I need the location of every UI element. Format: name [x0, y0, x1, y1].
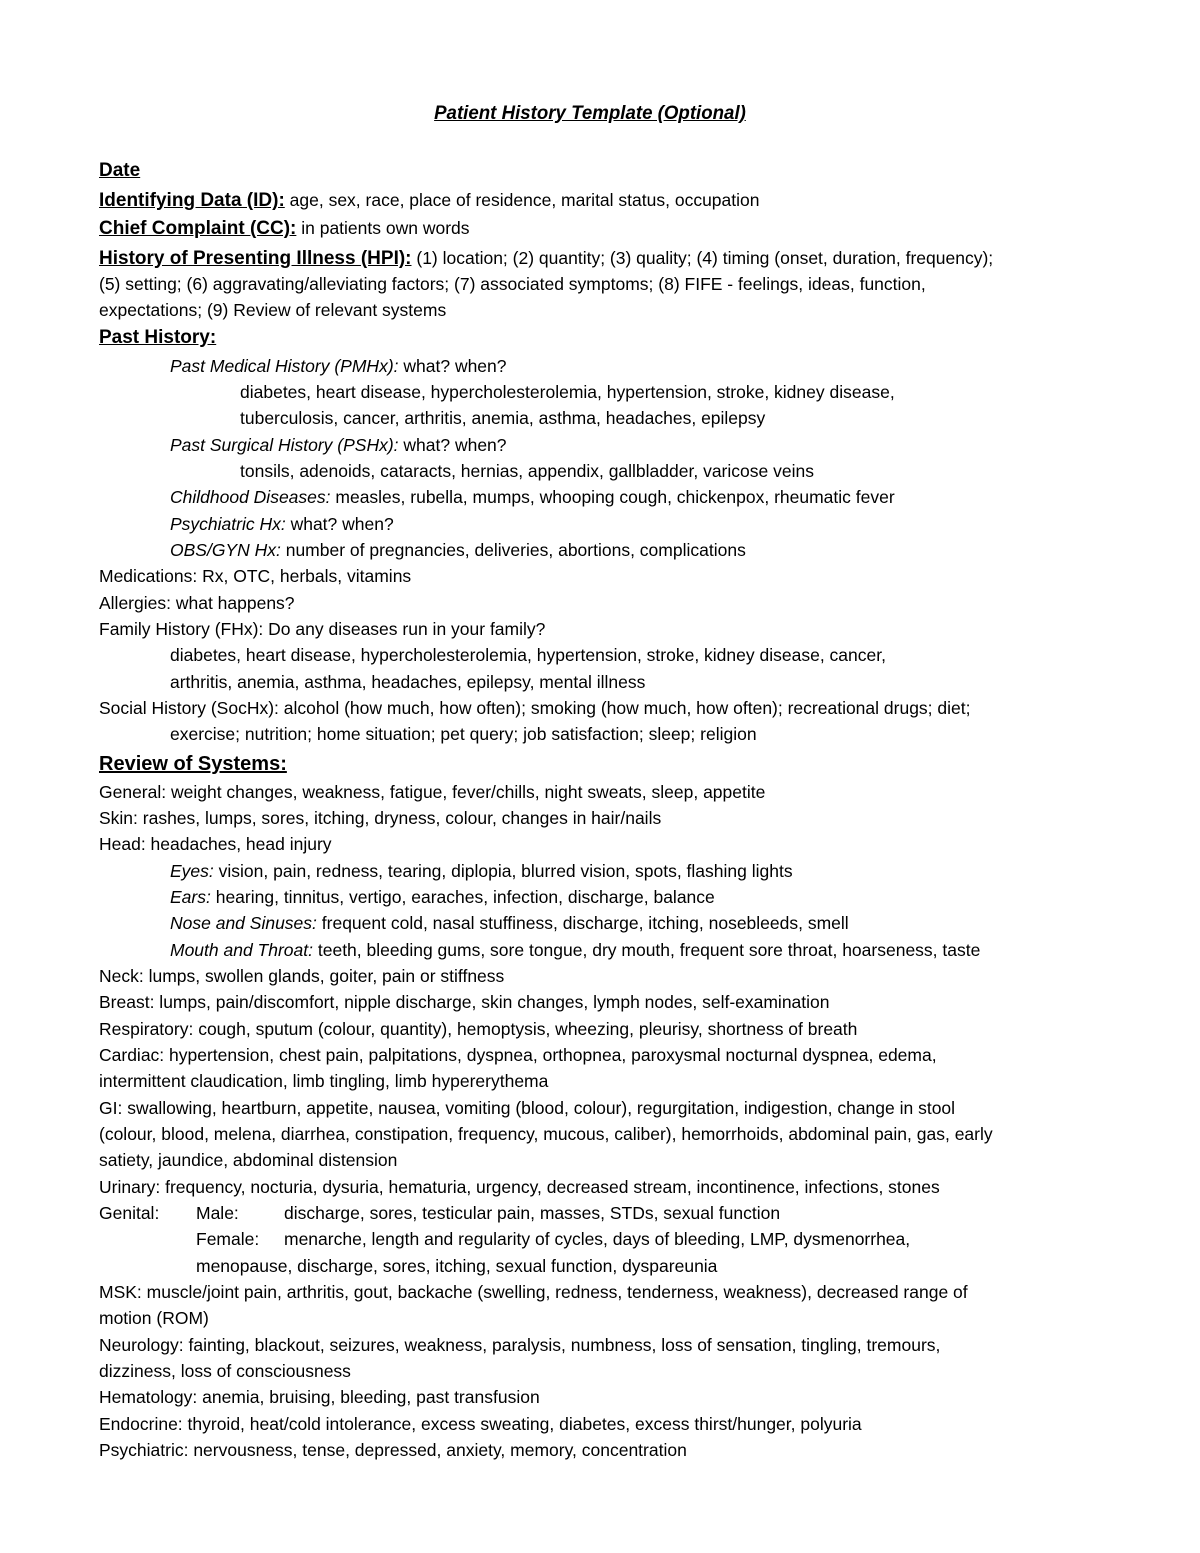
ros-female-text-1: menarche, length and regularity of cycles, days of bleeding, LMP, dysmenorrhea,: [284, 1229, 911, 1249]
chief-complaint-text: in patients own words: [296, 218, 470, 238]
pshx-list: tonsils, adenoids, cataracts, hernias, appendix, gallbladder, varicose veins: [240, 461, 814, 481]
hpi-line-3: expectations; (9) Review of relevant systems: [99, 300, 447, 320]
pmhx-line: [170, 355, 507, 377]
ros-gi-2: (colour, blood, melena, diarrhea, constipation, frequency, mucous, caliber), hemorrhoids, abdominal pain, gas, early: [99, 1124, 993, 1144]
pmhx-list-2: tuberculosis, cancer, arthritis, anemia, asthma, headaches, epilepsy: [240, 408, 766, 428]
chief-complaint-line: [99, 217, 470, 240]
ros-eyes-text: vision, pain, redness, tearing, diplopia, blurred vision, spots, flashing lights: [213, 861, 793, 881]
ros-neck: Neck: lumps, swollen glands, goiter, pain or stiffness: [99, 966, 505, 986]
ros-eyes-label: Eyes:: [170, 861, 214, 881]
chief-complaint-heading: Chief Complaint (CC):: [99, 218, 297, 239]
review-of-systems-heading: Review of Systems:: [99, 753, 287, 775]
ros-mouth-text: teeth, bleeding gums, sore tongue, dry mouth, frequent sore throat, hoarseness, taste: [313, 940, 981, 960]
ros-skin: Skin: rashes, lumps, sores, itching, dryness, colour, changes in hair/nails: [99, 808, 662, 828]
past-history-heading: Past History:: [99, 327, 217, 348]
ros-eyes: [170, 860, 793, 882]
ros-head: Head: headaches, head injury: [99, 834, 332, 854]
social-history-line-2: exercise; nutrition; home situation; pet query; job satisfaction; sleep; religion: [170, 724, 757, 744]
ros-mouth-label: Mouth and Throat:: [170, 940, 313, 960]
identifying-data-heading: Identifying Data (ID):: [99, 190, 285, 211]
hpi-heading: History of Presenting Illness (HPI):: [99, 248, 412, 269]
ros-neurology-2: dizziness, loss of consciousness: [99, 1361, 351, 1381]
pshx-text: what? when?: [398, 435, 507, 455]
pmhx-text: what? when?: [398, 356, 507, 376]
obs-gyn-text: number of pregnancies, deliveries, abortions, complications: [280, 540, 746, 560]
ros-msk-2: motion (ROM): [99, 1308, 209, 1328]
childhood-diseases-text: measles, rubella, mumps, whooping cough, chickenpox, rheumatic fever: [330, 487, 895, 507]
ros-psychiatric: Psychiatric: nervousness, tense, depressed, anxiety, memory, concentration: [99, 1440, 687, 1460]
ros-breast: Breast: lumps, pain/discomfort, nipple discharge, skin changes, lymph nodes, self-examination: [99, 992, 830, 1012]
ros-cardiac-2: intermittent claudication, limb tingling, limb hypererythema: [99, 1071, 549, 1091]
ros-nose-text: frequent cold, nasal stuffiness, discharge, itching, nosebleeds, smell: [316, 913, 849, 933]
pmhx-list-1: diabetes, heart disease, hypercholesterolemia, hypertension, stroke, kidney disease,: [240, 382, 895, 402]
ros-ears-label: Ears:: [170, 887, 211, 907]
ros-female-label: Female:: [196, 1229, 260, 1249]
identifying-data-line: [99, 189, 759, 212]
childhood-diseases-label: Childhood Diseases:: [170, 487, 331, 507]
ros-cardiac-1: Cardiac: hypertension, chest pain, palpitations, dyspnea, orthopnea, paroxysmal nocturnal dyspnea, edema,: [99, 1045, 937, 1065]
ros-gi-1: GI: swallowing, heartburn, appetite, nausea, vomiting (blood, colour), regurgitation, indigestion, change in stool: [99, 1098, 956, 1118]
family-history-line: Family History (FHx): Do any diseases run in your family?: [99, 619, 546, 639]
ros-respiratory: Respiratory: cough, sputum (colour, quantity), hemoptysis, wheezing, pleurisy, shortness of breath: [99, 1019, 858, 1039]
ros-urinary: Urinary: frequency, nocturia, dysuria, hematuria, urgency, decreased stream, incontinence, infections, stones: [99, 1177, 940, 1197]
ros-endocrine: Endocrine: thyroid, heat/cold intolerance, excess sweating, diabetes, excess thirst/hunger, polyuria: [99, 1414, 862, 1434]
social-history-line-1: Social History (SocHx): alcohol (how much, how often); smoking (how much, how often); recreational drugs; diet;: [99, 698, 971, 718]
ros-gi-3: satiety, jaundice, abdominal distension: [99, 1150, 398, 1170]
pshx-line: [170, 434, 507, 456]
ros-genital-label: Genital:: [99, 1203, 160, 1223]
family-history-list-2: arthritis, anemia, asthma, headaches, epilepsy, mental illness: [170, 672, 646, 692]
ros-male-label: Male:: [196, 1203, 239, 1223]
psychiatric-hx-line: [170, 513, 394, 535]
hpi-line-2: (5) setting; (6) aggravating/alleviating factors; (7) associated symptoms; (8) FIFE - feelings, ideas, function,: [99, 274, 926, 294]
hpi-line-1: [99, 247, 993, 270]
pmhx-label: Past Medical History (PMHx):: [170, 356, 399, 376]
ros-female-text-2: menopause, discharge, sores, itching, sexual function, dyspareunia: [196, 1256, 718, 1276]
obs-gyn-label: OBS/GYN Hx:: [170, 540, 281, 560]
family-history-list-1: diabetes, heart disease, hypercholesterolemia, hypertension, stroke, kidney disease, cancer,: [170, 645, 886, 665]
psychiatric-hx-text: what? when?: [285, 514, 394, 534]
date-heading: Date: [99, 160, 141, 181]
obs-gyn-line: [170, 539, 746, 561]
ros-general: General: weight changes, weakness, fatigue, fever/chills, night sweats, sleep, appetite: [99, 782, 766, 802]
medications-line: Medications: Rx, OTC, herbals, vitamins: [99, 566, 412, 586]
ros-nose: [170, 912, 849, 934]
childhood-diseases-line: [170, 486, 895, 508]
ros-ears: [170, 886, 715, 908]
allergies-line: Allergies: what happens?: [99, 593, 295, 613]
psychiatric-hx-label: Psychiatric Hx:: [170, 514, 286, 534]
pshx-label: Past Surgical History (PSHx):: [170, 435, 399, 455]
ros-neurology-1: Neurology: fainting, blackout, seizures, weakness, paralysis, numbness, loss of sensation, tingling, tremours,: [99, 1335, 941, 1355]
ros-msk-1: MSK: muscle/joint pain, arthritis, gout, backache (swelling, redness, tenderness, weakness), decreased range of: [99, 1282, 968, 1302]
ros-ears-text: hearing, tinnitus, vertigo, earaches, infection, discharge, balance: [210, 887, 715, 907]
ros-nose-label: Nose and Sinuses:: [170, 913, 317, 933]
ros-male-text: discharge, sores, testicular pain, masses, STDs, sexual function: [284, 1203, 781, 1223]
identifying-data-text: age, sex, race, place of residence, marital status, occupation: [284, 190, 760, 210]
hpi-text-1: (1) location; (2) quantity; (3) quality; (4) timing (onset, duration, frequency);: [411, 248, 994, 268]
page-title: Patient History Template (Optional): [434, 103, 746, 124]
ros-mouth: [170, 939, 980, 961]
ros-hematology: Hematology: anemia, bruising, bleeding, past transfusion: [99, 1387, 540, 1407]
